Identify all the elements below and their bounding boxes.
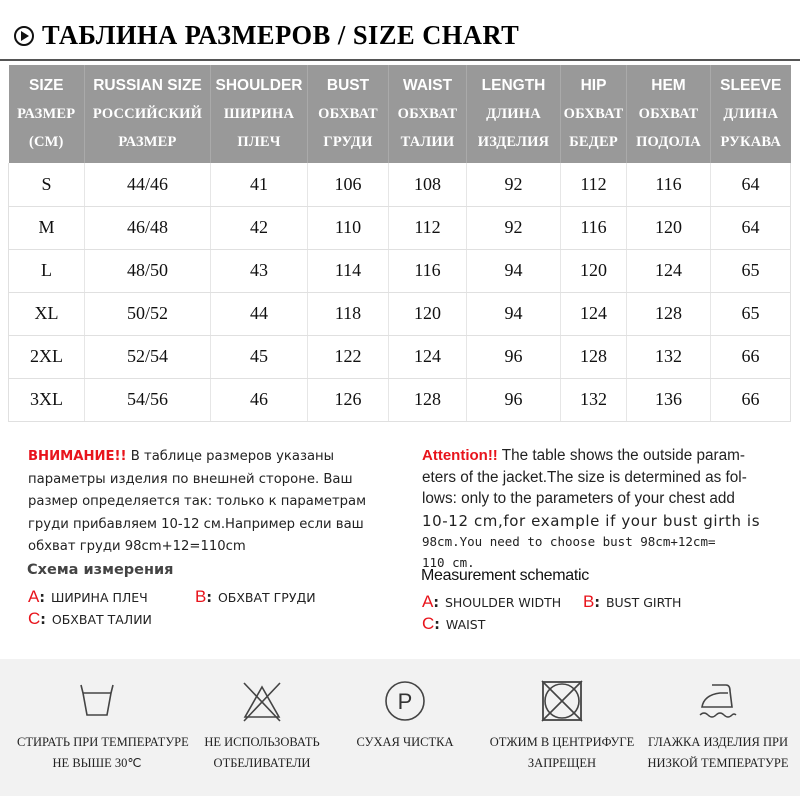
care-item-no-bleach <box>182 659 342 796</box>
title-divider <box>0 59 800 61</box>
cell-length: 92 <box>467 163 561 206</box>
table-row <box>9 292 791 335</box>
legend-item-b-ru: B: ОБХВАТ ГРУДИ <box>195 587 316 606</box>
warning-label-en: Attention!! <box>422 447 498 464</box>
cell-hem: 132 <box>627 335 711 378</box>
note-line: 110 cm. <box>422 554 475 570</box>
column-header-size: SIZE РАЗМЕР (CM) <box>9 65 85 163</box>
legend-label: SHOULDER WIDTH <box>444 595 562 610</box>
page-title: ТАБЛИНА РАЗМЕРОВ / SIZE CHART <box>42 20 520 50</box>
column-header-hem: HEM ОБХВАТ ПОДОЛА <box>627 65 711 163</box>
care-label: ОТЖИМ В ЦЕНТРИФУГЕ ЗАПРЕЩЕН <box>489 735 635 770</box>
table-row <box>9 163 791 206</box>
care-label: ГЛАЖКА ИЗДЕЛИЯ ПРИ НИЗКОЙ ТЕМПЕРАТУРЕ <box>647 735 789 770</box>
no-bleach-icon <box>234 677 290 725</box>
cell-sleeve: 66 <box>711 335 791 378</box>
care-label: СУХАЯ ЧИСТКА <box>356 735 454 749</box>
title-bar <box>0 14 800 54</box>
note-line: размер определяется так: только к параметрам <box>28 494 367 509</box>
note-line: параметры изделия по внешней стороне. Ваш <box>28 471 353 487</box>
cell-russian-size: 48/50 <box>85 249 211 292</box>
warning-label-ru: ВНИМАНИЕ!! <box>28 449 127 464</box>
cell-shoulder: 45 <box>211 335 308 378</box>
column-header-waist: WAIST ОБХВАТ ТАЛИИ <box>389 65 467 163</box>
care-instructions <box>0 659 800 796</box>
cell-sleeve: 64 <box>711 163 791 206</box>
care-item-iron-low <box>638 659 798 796</box>
legend-label: ШИРИНА ПЛЕЧ <box>50 590 148 605</box>
cell-hem: 120 <box>627 206 711 249</box>
note-line: груди прибавляем 10-12 см.Например если ваш <box>28 516 364 532</box>
column-header-hip: HIP ОБХВАТ БЕДЕР <box>561 65 627 163</box>
table-row <box>9 249 791 292</box>
cell-waist: 108 <box>389 163 467 206</box>
legend-letter: C <box>422 614 435 633</box>
scheme-title-en: Measurement schematic <box>421 567 589 584</box>
no-tumble-dry-icon <box>534 677 590 725</box>
cell-shoulder: 44 <box>211 292 308 335</box>
legend-letter: A <box>28 587 40 606</box>
cell-shoulder: 43 <box>211 249 308 292</box>
circle-arrow-right-icon <box>14 26 34 46</box>
cell-length: 92 <box>467 206 561 249</box>
care-label: НЕ ИСПОЛЬЗОВАТЬ ОТБЕЛИВАТЕЛИ <box>204 735 320 770</box>
table-row <box>9 206 791 249</box>
cell-length: 96 <box>467 335 561 378</box>
legend-item-a-ru: A: ШИРИНА ПЛЕЧ <box>28 587 148 606</box>
cell-russian-size: 54/56 <box>85 378 211 421</box>
cell-bust: 126 <box>308 378 389 421</box>
note-line: В таблице размеров указаны <box>126 449 335 464</box>
cell-bust: 118 <box>308 292 389 335</box>
note-line: 98cm.You need to choose bust 98cm+12cm= <box>422 534 716 549</box>
cell-waist: 116 <box>389 249 467 292</box>
cell-shoulder: 41 <box>211 163 308 206</box>
care-item-no-spin <box>482 659 642 796</box>
note-english <box>422 446 794 574</box>
cell-length: 96 <box>467 378 561 421</box>
column-header-length: LENGTH ДЛИНА ИЗДЕЛИЯ <box>467 65 561 163</box>
legend-item-c-en: C: WAIST <box>422 614 486 633</box>
column-header-bust: BUST ОБХВАТ ГРУДИ <box>308 65 389 163</box>
legend-item-a-en: A: SHOULDER WIDTH <box>422 592 562 611</box>
legend-label: ОБХВАТ ТАЛИИ <box>51 612 152 627</box>
cell-shoulder: 42 <box>211 206 308 249</box>
cell-size: 2XL <box>9 335 85 378</box>
table-row <box>9 335 791 378</box>
cell-hip: 128 <box>561 335 627 378</box>
note-line: 10-12 cm,for example if your bust girth is <box>422 511 761 530</box>
note-russian <box>28 446 400 559</box>
cell-bust: 110 <box>308 206 389 249</box>
care-item-dry-clean <box>325 659 485 796</box>
svg-text:P: P <box>397 689 413 714</box>
care-label: СТИРАТЬ ПРИ ТЕМПЕРАТУРЕ НЕ ВЫШЕ 30℃ <box>17 735 189 770</box>
care-item-wash <box>17 659 189 796</box>
cell-waist: 124 <box>389 335 467 378</box>
cell-length: 94 <box>467 292 561 335</box>
cell-size: M <box>9 206 85 249</box>
cell-sleeve: 64 <box>711 206 791 249</box>
cell-hem: 128 <box>627 292 711 335</box>
cell-bust: 114 <box>308 249 389 292</box>
legend-item-c-ru: C: ОБХВАТ ТАЛИИ <box>28 609 152 628</box>
cell-sleeve: 65 <box>711 292 791 335</box>
column-header-russian-size: RUSSIAN SIZE РОССИЙСКИЙ РАЗМЕР <box>85 65 211 163</box>
column-header-shoulder: SHOULDER ШИРИНА ПЛЕЧ <box>211 65 308 163</box>
cell-hem: 124 <box>627 249 711 292</box>
legend-letter: B <box>195 587 207 606</box>
cell-size: L <box>9 249 85 292</box>
dry-clean-icon <box>377 677 433 725</box>
note-line: lows: only to the parameters of your chest add <box>422 490 735 507</box>
scheme-title-ru: Схема измерения <box>27 562 174 578</box>
note-line: обхват груди 98cm+12=110cm <box>28 539 246 554</box>
cell-russian-size: 52/54 <box>85 335 211 378</box>
cell-russian-size: 44/46 <box>85 163 211 206</box>
cell-size: S <box>9 163 85 206</box>
cell-hem: 116 <box>627 163 711 206</box>
cell-size: XL <box>9 292 85 335</box>
wash-30-icon <box>69 677 125 725</box>
table-row <box>9 378 791 421</box>
cell-hip: 132 <box>561 378 627 421</box>
legend-label: ОБХВАТ ГРУДИ <box>217 590 316 605</box>
cell-bust: 106 <box>308 163 389 206</box>
cell-hip: 124 <box>561 292 627 335</box>
cell-bust: 122 <box>308 335 389 378</box>
cell-russian-size: 50/52 <box>85 292 211 335</box>
cell-length: 94 <box>467 249 561 292</box>
cell-waist: 120 <box>389 292 467 335</box>
cell-hem: 136 <box>627 378 711 421</box>
cell-size: 3XL <box>9 378 85 421</box>
legend-label: BUST GIRTH <box>605 595 682 610</box>
cell-hip: 120 <box>561 249 627 292</box>
note-line: The table shows the outside param- <box>497 447 745 464</box>
cell-hip: 112 <box>561 163 627 206</box>
cell-waist: 112 <box>389 206 467 249</box>
note-line: eters of the jacket.The size is determined as fol- <box>422 468 747 486</box>
cell-waist: 128 <box>389 378 467 421</box>
size-chart-table <box>8 65 791 422</box>
legend-label: WAIST <box>445 617 486 632</box>
cell-russian-size: 46/48 <box>85 206 211 249</box>
iron-low-icon <box>690 677 746 725</box>
cell-shoulder: 46 <box>211 378 308 421</box>
cell-sleeve: 66 <box>711 378 791 421</box>
column-header-sleeve: SLEEVE ДЛИНА РУКАВА <box>711 65 791 163</box>
legend-letter: A <box>422 592 434 611</box>
legend-letter: C <box>28 609 41 628</box>
cell-sleeve: 65 <box>711 249 791 292</box>
legend-item-b-en: B: BUST GIRTH <box>583 592 682 611</box>
legend-letter: B <box>583 592 595 611</box>
cell-hip: 116 <box>561 206 627 249</box>
table-header-row <box>9 65 791 163</box>
